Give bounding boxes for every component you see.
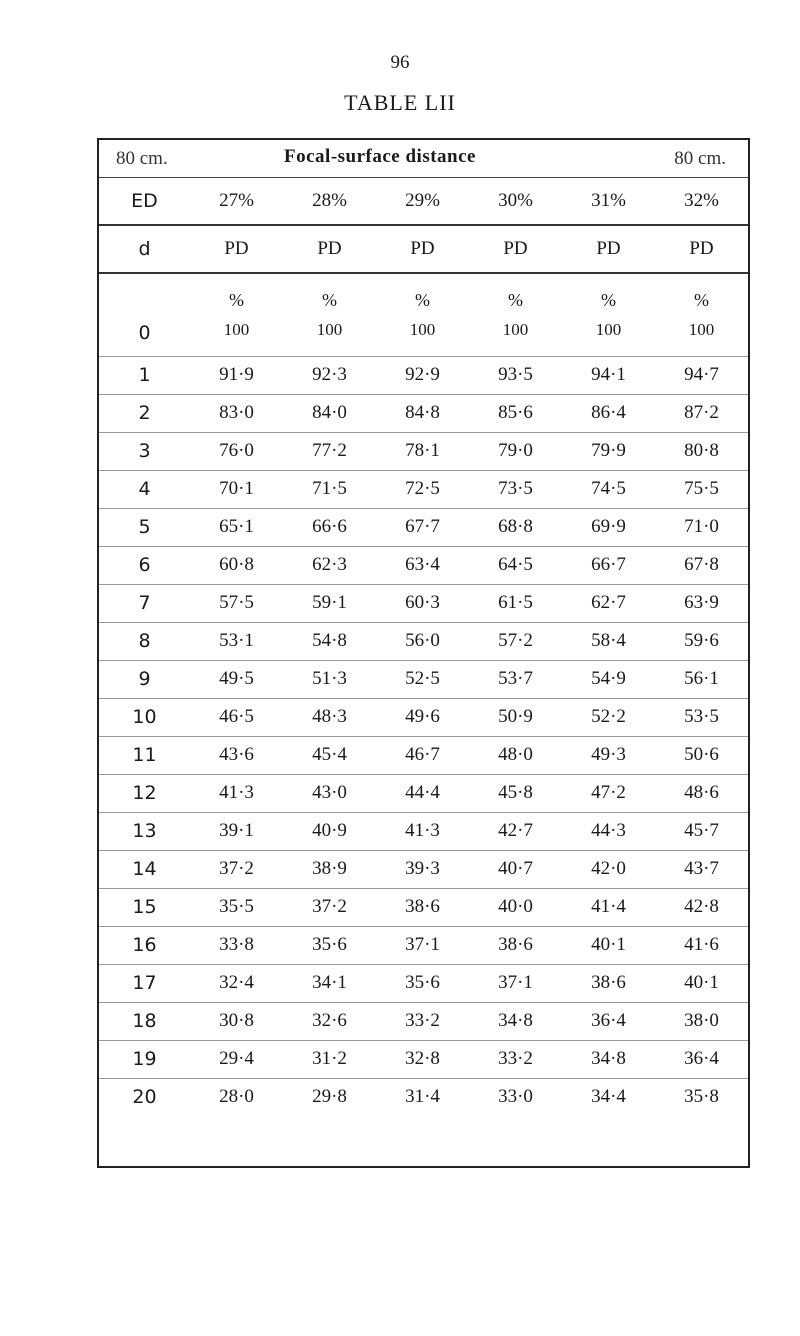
table-row	[99, 1040, 748, 1078]
pd-value: 32·6	[283, 1002, 376, 1040]
ed-value: 28%	[283, 178, 376, 225]
zero-depth-cell	[190, 273, 283, 356]
pd-value: 43·7	[655, 850, 748, 888]
pd-value: 76·0	[190, 432, 283, 470]
depth-label: 20	[132, 1086, 157, 1109]
depth-label: 5	[99, 508, 190, 546]
depth-label: 19	[99, 1040, 190, 1078]
header-left-distance: 80 cm.	[116, 148, 168, 169]
pd-value: 85·6	[469, 394, 562, 432]
pd-value: 66·7	[562, 546, 655, 584]
zero-depth-value: 100	[688, 319, 715, 339]
ed-value: 30%	[469, 178, 562, 225]
depth-label: 10	[99, 698, 190, 736]
header-right-distance: 80 cm.	[674, 148, 726, 169]
pd-value: 46·5	[190, 698, 283, 736]
pd-header: PD	[469, 225, 562, 273]
ed-value: 29%	[376, 178, 469, 225]
pd-value: 71·0	[655, 508, 748, 546]
table-row	[99, 964, 748, 1002]
zero-depth-cell	[655, 273, 748, 356]
pd-value: 92·9	[376, 356, 469, 394]
pd-value: 49·3	[562, 736, 655, 774]
pd-value: 83·0	[190, 394, 283, 432]
depth-label: 13	[99, 812, 190, 850]
pd-value: 38·9	[283, 850, 376, 888]
table-row	[99, 546, 748, 584]
pd-value: 53·1	[190, 622, 283, 660]
pd-value: 68·8	[469, 508, 562, 546]
pd-value: 51·3	[283, 660, 376, 698]
pd-value: 29·4	[190, 1040, 283, 1078]
pd-value: 44·4	[376, 774, 469, 812]
pd-value: 34·4	[591, 1086, 626, 1108]
pd-value: 84·8	[376, 394, 469, 432]
pd-value: 50·6	[655, 736, 748, 774]
page-number: 96	[390, 52, 410, 73]
percent-unit: %	[322, 289, 337, 310]
ed-label: ED	[99, 178, 190, 225]
pd-value: 64·5	[469, 546, 562, 584]
pd-value: 48·3	[283, 698, 376, 736]
pd-value: 44·3	[562, 812, 655, 850]
pd-value: 72·5	[376, 470, 469, 508]
pd-value: 77·2	[283, 432, 376, 470]
pd-value: 71·5	[283, 470, 376, 508]
pd-value: 79·0	[469, 432, 562, 470]
pd-value: 65·1	[190, 508, 283, 546]
percent-unit: %	[415, 289, 430, 310]
pd-header: PD	[376, 225, 469, 273]
pd-value: 63·4	[376, 546, 469, 584]
depth-label: 3	[99, 432, 190, 470]
pd-value: 42·7	[469, 812, 562, 850]
pd-value: 54·9	[562, 660, 655, 698]
pd-value: 75·5	[655, 470, 748, 508]
pd-value: 37·2	[283, 888, 376, 926]
depth-label: 2	[99, 394, 190, 432]
pd-value: 43·0	[283, 774, 376, 812]
table-frame	[97, 138, 750, 1168]
table-row	[99, 394, 748, 432]
pd-value: 45·4	[283, 736, 376, 774]
pd-value: 28·0	[219, 1086, 254, 1108]
pd-value: 70·1	[190, 470, 283, 508]
pd-value: 33·2	[469, 1040, 562, 1078]
pd-value: 91·9	[190, 356, 283, 394]
table-row	[99, 774, 748, 812]
pd-value: 79·9	[562, 432, 655, 470]
pd-value: 31·4	[405, 1086, 440, 1108]
pd-value: 34·8	[469, 1002, 562, 1040]
depth-label: 17	[99, 964, 190, 1002]
pd-value: 41·4	[562, 888, 655, 926]
pd-value: 60·8	[190, 546, 283, 584]
pd-value: 54·8	[283, 622, 376, 660]
pd-value: 57·2	[469, 622, 562, 660]
pd-value: 93·5	[469, 356, 562, 394]
pd-value: 48·6	[655, 774, 748, 812]
pd-value: 33·0	[498, 1086, 533, 1108]
pd-value: 29·8	[312, 1086, 347, 1108]
pd-value: 41·3	[190, 774, 283, 812]
depth-label: 16	[99, 926, 190, 964]
zero-depth-cell	[283, 273, 376, 356]
d-row	[99, 225, 748, 273]
pd-value: 37·1	[469, 964, 562, 1002]
pd-value: 40·0	[469, 888, 562, 926]
zero-depth-row	[99, 273, 748, 356]
zero-depth-value: 100	[223, 319, 250, 339]
pd-value: 37·1	[376, 926, 469, 964]
pd-value: 38·0	[655, 1002, 748, 1040]
pd-value: 92·3	[283, 356, 376, 394]
pd-value: 41·3	[376, 812, 469, 850]
depth-label: 6	[99, 546, 190, 584]
pd-value: 60·3	[376, 584, 469, 622]
ed-row	[99, 178, 748, 225]
depth-label: 9	[99, 660, 190, 698]
pd-header: PD	[190, 225, 283, 273]
pd-value: 33·2	[376, 1002, 469, 1040]
ed-value: 32%	[655, 178, 748, 225]
pd-value: 94·7	[655, 356, 748, 394]
depth-label: 12	[99, 774, 190, 812]
percent-unit: %	[508, 289, 523, 310]
table-row	[99, 356, 748, 394]
pd-value: 36·4	[562, 1002, 655, 1040]
pd-value: 34·1	[283, 964, 376, 1002]
pd-value: 45·7	[655, 812, 748, 850]
table-row	[99, 1078, 748, 1116]
zero-depth-cell	[376, 273, 469, 356]
pd-value: 49·6	[376, 698, 469, 736]
depth-label: 14	[99, 850, 190, 888]
pd-value: 47·2	[562, 774, 655, 812]
ed-value: 31%	[562, 178, 655, 225]
header-caption: Focal-surface distance	[284, 146, 476, 167]
pd-value: 80·8	[655, 432, 748, 470]
ed-value: 27%	[190, 178, 283, 225]
pd-value: 43·6	[190, 736, 283, 774]
pd-value: 39·1	[190, 812, 283, 850]
pd-value: 61·5	[469, 584, 562, 622]
pd-value: 78·1	[376, 432, 469, 470]
table-row	[99, 812, 748, 850]
pd-value: 53·5	[655, 698, 748, 736]
depth-label: 7	[99, 584, 190, 622]
percent-unit: %	[694, 289, 709, 310]
table-row	[99, 888, 748, 926]
table-header	[99, 140, 748, 178]
pd-value: 57·5	[190, 584, 283, 622]
pd-value: 67·8	[655, 546, 748, 584]
pd-value: 37·2	[190, 850, 283, 888]
pd-value: 31·2	[283, 1040, 376, 1078]
percent-unit: %	[601, 289, 616, 310]
pd-value: 84·0	[283, 394, 376, 432]
pd-value: 35·5	[190, 888, 283, 926]
pd-value: 94·1	[562, 356, 655, 394]
pd-value: 52·5	[376, 660, 469, 698]
table-row	[99, 1002, 748, 1040]
percent-unit: %	[229, 289, 244, 310]
depth-label: 1	[99, 356, 190, 394]
pd-value: 58·4	[562, 622, 655, 660]
pd-header: PD	[283, 225, 376, 273]
zero-depth-value: 100	[502, 319, 529, 339]
pd-value: 50·9	[469, 698, 562, 736]
zero-depth-cell	[469, 273, 562, 356]
pd-value: 56·0	[376, 622, 469, 660]
pd-value: 42·8	[655, 888, 748, 926]
pd-value: 41·6	[655, 926, 748, 964]
pd-value: 35·8	[684, 1086, 719, 1108]
table-title: TABLE LII	[344, 90, 456, 115]
table-row	[99, 926, 748, 964]
pd-value: 35·6	[283, 926, 376, 964]
pd-value: 49·5	[190, 660, 283, 698]
pd-value: 46·7	[376, 736, 469, 774]
pd-value: 38·6	[562, 964, 655, 1002]
depth-label: 11	[99, 736, 190, 774]
pd-value: 73·5	[469, 470, 562, 508]
pd-value: 42·0	[562, 850, 655, 888]
pd-value: 32·8	[376, 1040, 469, 1078]
pd-value: 56·1	[655, 660, 748, 698]
pd-header: PD	[562, 225, 655, 273]
pd-value: 87·2	[655, 394, 748, 432]
pd-value: 69·9	[562, 508, 655, 546]
pd-value: 33·8	[190, 926, 283, 964]
table-row	[99, 470, 748, 508]
table-row	[99, 432, 748, 470]
pd-value: 86·4	[562, 394, 655, 432]
pd-value: 62·7	[562, 584, 655, 622]
pd-value: 38·6	[469, 926, 562, 964]
table-row	[99, 850, 748, 888]
pd-value: 40·9	[283, 812, 376, 850]
zero-depth-cell	[562, 273, 655, 356]
pd-header: PD	[655, 225, 748, 273]
pd-value: 62·3	[283, 546, 376, 584]
pd-value: 40·1	[655, 964, 748, 1002]
pd-value: 59·1	[283, 584, 376, 622]
zero-depth-value: 100	[595, 319, 622, 339]
zero-depth-label: 0	[99, 273, 190, 356]
pd-value: 38·6	[376, 888, 469, 926]
depth-label: 4	[99, 470, 190, 508]
pd-value: 40·1	[562, 926, 655, 964]
zero-depth-value: 100	[409, 319, 436, 339]
table-row	[99, 584, 748, 622]
table-row	[99, 698, 748, 736]
pd-value: 67·7	[376, 508, 469, 546]
pd-value: 66·6	[283, 508, 376, 546]
zero-depth-value: 100	[316, 319, 343, 339]
pd-value: 59·6	[655, 622, 748, 660]
depth-label: 8	[99, 622, 190, 660]
pd-value: 40·7	[469, 850, 562, 888]
table-row	[99, 622, 748, 660]
pd-value: 74·5	[562, 470, 655, 508]
d-label: d	[99, 225, 190, 273]
depth-label: 18	[99, 1002, 190, 1040]
pd-value: 30·8	[190, 1002, 283, 1040]
depth-dose-table	[99, 178, 748, 1116]
pd-value: 48·0	[469, 736, 562, 774]
pd-value: 52·2	[562, 698, 655, 736]
table-row	[99, 508, 748, 546]
pd-value: 35·6	[376, 964, 469, 1002]
pd-value: 36·4	[655, 1040, 748, 1078]
table-row	[99, 736, 748, 774]
pd-value: 53·7	[469, 660, 562, 698]
pd-value: 32·4	[190, 964, 283, 1002]
pd-value: 34·8	[562, 1040, 655, 1078]
table-row	[99, 660, 748, 698]
pd-value: 45·8	[469, 774, 562, 812]
pd-value: 39·3	[376, 850, 469, 888]
pd-value: 63·9	[655, 584, 748, 622]
depth-label: 15	[99, 888, 190, 926]
